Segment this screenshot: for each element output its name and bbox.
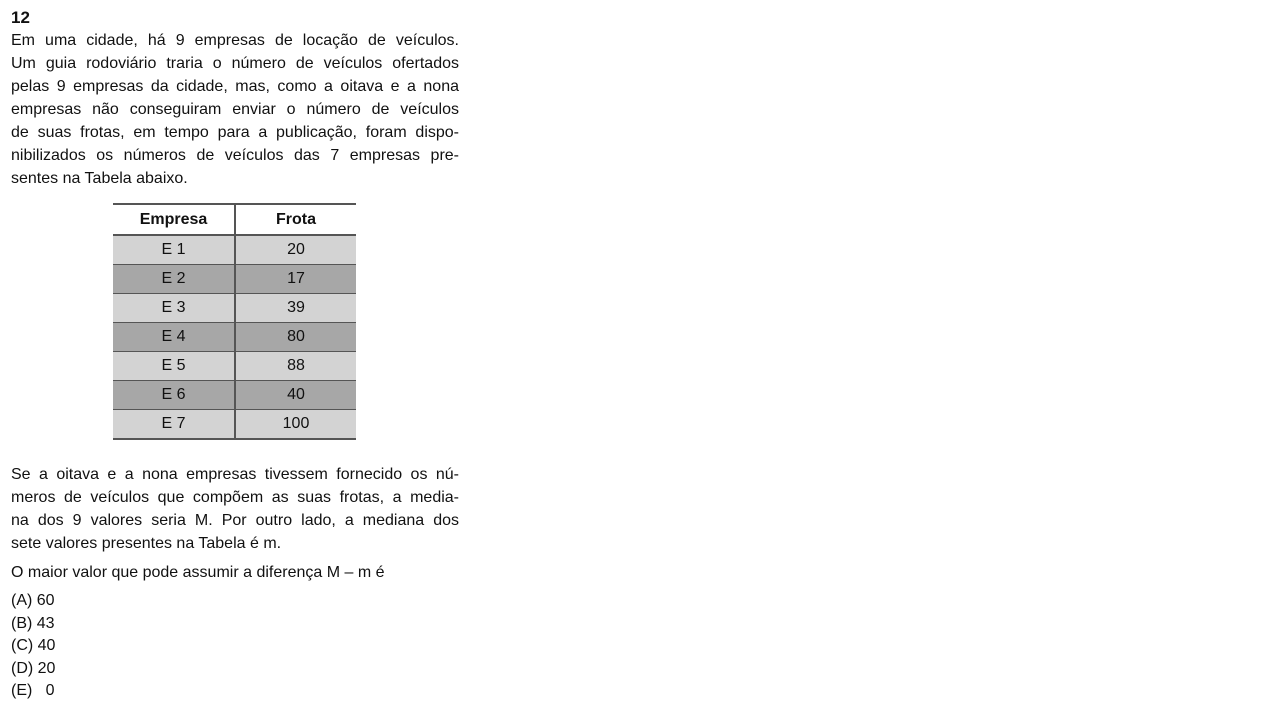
question-prompt: O maior valor que pode assumir a diferença M – m é <box>11 564 385 581</box>
question-block <box>11 7 459 703</box>
table-header-row <box>113 204 356 235</box>
body-line: sete valores presentes na Tabela é m. <box>11 535 282 552</box>
fleet-cell: 17 <box>235 265 356 294</box>
option-a[interactable]: (A) 60 <box>11 592 55 609</box>
intro-line: de suas frotas, em tempo para a publicação, foram dispo- <box>11 124 459 141</box>
company-cell: E 7 <box>113 410 235 440</box>
intro-line: nibilizados os números de veículos das 7 empresas pre- <box>11 147 459 164</box>
option-d[interactable]: (D) 20 <box>11 659 56 677</box>
table-row <box>113 410 356 440</box>
fleet-cell: 100 <box>235 410 356 440</box>
company-cell: E 5 <box>113 352 235 381</box>
fleet-cell: 39 <box>235 294 356 323</box>
company-cell: E 3 <box>113 294 235 323</box>
fleet-cell: 88 <box>235 352 356 381</box>
fleet-table-wrapper <box>113 203 459 440</box>
company-cell: E 4 <box>113 323 235 352</box>
column-header-empresa: Empresa <box>113 204 235 235</box>
answer-options <box>11 590 459 703</box>
company-cell: E 2 <box>113 265 235 294</box>
company-cell: E 6 <box>113 381 235 410</box>
intro-line: sentes na Tabela abaixo. <box>11 170 188 187</box>
intro-line: pelas 9 empresas da cidade, mas, como a oitava e a nona <box>11 78 459 95</box>
body-line: na dos 9 valores seria M. Por outro lado, a mediana dos <box>11 512 459 529</box>
table-row <box>113 235 356 265</box>
table-row <box>113 294 356 323</box>
body-line: meros de veículos que compõem as suas frotas, a media- <box>11 489 459 506</box>
question-body <box>11 463 459 555</box>
table-row <box>113 323 356 352</box>
option-b[interactable]: (B) 43 <box>11 614 55 632</box>
intro-line: empresas não conseguiram enviar o número de veículos <box>11 101 459 118</box>
column-header-frota: Frota <box>235 204 356 235</box>
fleet-cell: 40 <box>235 381 356 410</box>
fleet-table <box>113 203 356 440</box>
table-row <box>113 265 356 294</box>
company-cell: E 1 <box>113 235 235 265</box>
intro-line: Em uma cidade, há 9 empresas de locação de veículos. <box>11 32 459 49</box>
table-row <box>113 352 356 381</box>
option-e[interactable]: (E) 0 <box>11 682 55 699</box>
body-line: Se a oitava e a nona empresas tivessem fornecido os nú- <box>11 466 459 483</box>
fleet-cell: 80 <box>235 323 356 352</box>
table-row <box>113 381 356 410</box>
option-c[interactable]: (C) 40 <box>11 637 56 654</box>
intro-line: Um guia rodoviário traria o número de veículos ofertados <box>11 55 459 72</box>
question-number: 12 <box>11 8 30 27</box>
fleet-cell: 20 <box>235 235 356 265</box>
question-intro <box>11 29 459 190</box>
